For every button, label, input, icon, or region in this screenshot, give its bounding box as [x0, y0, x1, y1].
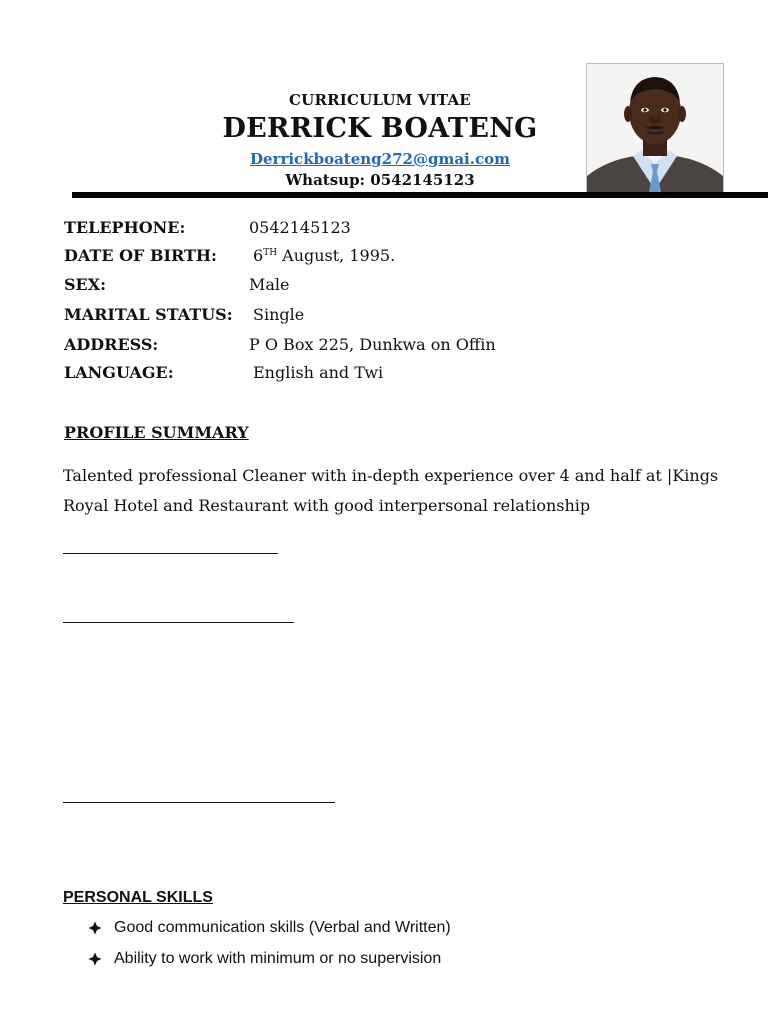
language-label: LANGUAGE:: [64, 363, 174, 382]
email-link[interactable]: Derrickboateng272@gmai.com: [250, 150, 510, 168]
skill-text: Ability to work with minimum or no supervision: [114, 950, 442, 967]
birth-month-year: August, 1995.: [277, 246, 396, 265]
blank-underline: [63, 553, 278, 554]
sex-label: SEX:: [64, 275, 107, 294]
date-of-birth-label: DATE OF BIRTH:: [64, 246, 217, 265]
diamond-bullet-icon: [88, 952, 102, 966]
header-divider: [72, 192, 768, 198]
date-of-birth-value: [253, 246, 395, 265]
language-value: English and Twi: [253, 363, 384, 382]
profile-photo: [586, 63, 724, 193]
birth-day-suffix: TH: [263, 248, 278, 258]
document-title: CURRICULUM VITAE: [289, 91, 471, 109]
whatsapp-number: Whatsup: 0542145123: [285, 171, 475, 189]
list-item: [88, 919, 451, 937]
portrait-illustration: [587, 64, 723, 192]
marital-status-label: MARITAL STATUS:: [64, 305, 233, 324]
sex-value: Male: [249, 275, 290, 294]
marital-status-value: Single: [253, 305, 305, 324]
telephone-value: 0542145123: [249, 218, 351, 237]
address-label: ADDRESS:: [64, 335, 159, 354]
telephone-label: TELEPHONE:: [64, 218, 186, 237]
applicant-name: DERRICK BOATENG: [222, 113, 538, 144]
profile-summary-heading: PROFILE SUMMARY: [64, 423, 249, 442]
blank-underline: [63, 622, 294, 623]
profile-summary-text: Talented professional Cleaner with in-depth experience over 4 and half at |Kings Royal Hotel and Restaurant with good interpersonal relationship: [63, 466, 719, 515]
list-item: [88, 950, 441, 968]
personal-skills-heading: PERSONAL SKILLS: [63, 889, 213, 906]
address-value: P O Box 225, Dunkwa on Offin: [249, 335, 496, 354]
birth-day: 6: [253, 246, 264, 265]
diamond-bullet-icon: [88, 921, 102, 935]
blank-underline: [63, 802, 335, 803]
skill-text: Good communication skills (Verbal and Written): [114, 919, 451, 936]
